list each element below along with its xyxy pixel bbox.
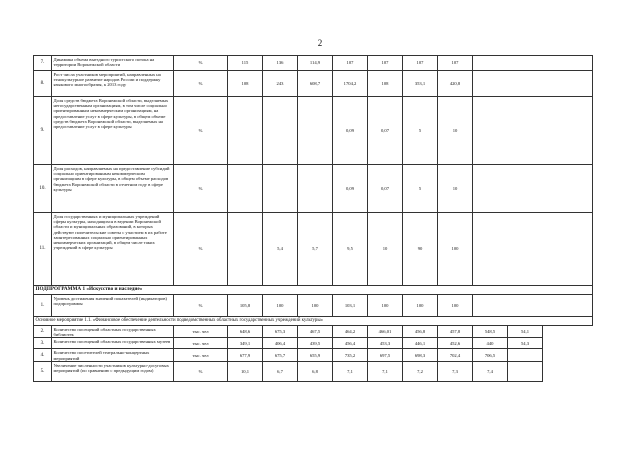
value-cell [473, 295, 593, 317]
unit-cell: % [174, 56, 228, 71]
value-cell: 439,5 [298, 338, 333, 349]
row-number: 10. [34, 165, 52, 213]
row-number: 2. [34, 326, 52, 338]
value-cell: 675,7 [263, 349, 298, 361]
value-cell: 456,8 [403, 326, 438, 338]
value-cell: 452,6 [438, 338, 473, 349]
value-cell [228, 165, 263, 213]
value-cell: 697,5 [368, 349, 403, 361]
value-cell: 7,4 [473, 361, 508, 381]
value-cell: 9,5 [333, 213, 368, 286]
indicator-name: Количество посетителей театрально-концертных мероприятий [52, 349, 174, 361]
value-cell [228, 213, 263, 286]
value-cell: 5 [403, 165, 438, 213]
value-cell: 5,7 [298, 213, 333, 286]
unit-cell: тыс. чел [174, 349, 228, 361]
value-cell: 706,5 [473, 349, 508, 361]
value-cell: 349,1 [228, 338, 263, 349]
value-cell: 7,3 [438, 361, 473, 381]
value-cell: 136 [263, 56, 298, 71]
value-cell: 464,2 [333, 326, 368, 338]
indicator-name: Количество посещений областных государственных музеев [52, 338, 174, 349]
value-cell: 0,07 [368, 165, 403, 213]
value-cell: 10 [438, 165, 473, 213]
table-row [34, 71, 593, 97]
value-cell: 108 [368, 71, 403, 97]
value-cell: 10 [368, 213, 403, 286]
value-cell: 10,1 [228, 361, 263, 381]
row-number: 9. [34, 97, 52, 165]
value-cell: 446,1 [403, 338, 438, 349]
table-row [34, 213, 593, 286]
indicator-name: Увеличение численности участников культурно-досуговых мероприятий (по сравнению с предыдущим годом) [52, 361, 174, 381]
value-cell: 54,1 [508, 326, 543, 338]
table-row [34, 165, 593, 213]
value-cell: 675,3 [263, 326, 298, 338]
indicator-name: Доля расходов, направляемых на предоставление субсидий социально ориентированным некоммерческим организациям в сфере культуры, в общем объеме расходов бюджета Воронежской области в отчетном году в сфере культуры [52, 165, 174, 213]
value-cell [298, 97, 333, 165]
unit-cell: % [174, 165, 228, 213]
page-number: 2 [317, 38, 323, 48]
indicator-name: Доля государственных и муниципальных учреждений сферы культуры, находящихся в ведении Воронежской области и муниципальных образований, в которых действуют попечительские советы с участием в их работе заинтересованных социально ориентированных некоммерческих организаций, в общем числе таких учреждений в сфере культуры [52, 213, 174, 286]
unit-cell: тыс. чел [174, 338, 228, 349]
value-cell: 6,8 [298, 361, 333, 381]
value-cell: 107 [403, 56, 438, 71]
unit-cell: % [174, 213, 228, 286]
indicator-name: Количество посещений областных государственных библиотек [52, 326, 174, 338]
value-cell: 103,1 [333, 295, 368, 317]
row-number: 7. [34, 56, 52, 71]
value-cell [473, 71, 593, 97]
value-cell: 466,01 [368, 326, 403, 338]
value-cell: 456,4 [333, 338, 368, 349]
value-cell [508, 361, 543, 381]
value-cell: 420,8 [438, 71, 473, 97]
value-cell: 107 [438, 56, 473, 71]
unit-cell: % [174, 97, 228, 165]
subprogram-row [34, 286, 593, 295]
value-cell: 107 [333, 56, 368, 71]
value-cell: 406,4 [263, 338, 298, 349]
value-cell [473, 56, 593, 71]
unit-cell: % [174, 361, 228, 381]
value-cell: 105,8 [228, 295, 263, 317]
indicator-name: Уровень достижения значений показателей (индикаторов) подпрограммы [52, 295, 174, 317]
row-number: 3. [34, 338, 52, 349]
value-cell [263, 165, 298, 213]
value-cell: 453,3 [368, 338, 403, 349]
table-row [34, 56, 593, 71]
value-cell: 100 [298, 295, 333, 317]
value-cell [543, 361, 593, 381]
value-cell: 735,2 [333, 349, 368, 361]
value-cell: 677,9 [228, 349, 263, 361]
value-cell: 0,07 [368, 97, 403, 165]
value-cell: 648,6 [228, 326, 263, 338]
value-cell [473, 213, 593, 286]
value-cell: 7,1 [333, 361, 368, 381]
value-cell: 100 [368, 295, 403, 317]
value-cell: 100 [438, 213, 473, 286]
value-cell [263, 97, 298, 165]
row-number: 8. [34, 71, 52, 97]
value-cell [473, 97, 593, 165]
value-cell [543, 338, 593, 349]
row-number: 5. [34, 361, 52, 381]
value-cell: 5 [403, 97, 438, 165]
indicator-name: Доля средств бюджета Воронежской области, выделяемых негосударственным организациям, в том числе социально ориентированным некоммерческим организациям, на предоставление услуг в сфере культуры, в общем объеме средств бюджета Воронежской области, выделяемых на предоставление услуг в сфере культуры [52, 97, 174, 165]
value-cell: 10 [438, 97, 473, 165]
row-number: 11. [34, 213, 52, 286]
indicator-name: Рост числа участников мероприятий, направленных на этнокультурное развитие народов России и поддержку языкового многообразия, к 2013 году [52, 71, 174, 97]
unit-cell: тыс. чел [174, 326, 228, 338]
value-cell: 440 [473, 338, 508, 349]
value-cell: 655,9 [298, 349, 333, 361]
value-cell: 90 [403, 213, 438, 286]
table-row [34, 349, 593, 361]
table-row [34, 338, 593, 349]
value-cell: 7,1 [368, 361, 403, 381]
value-cell: 100 [438, 295, 473, 317]
indicator-name: Динамика объема выездного туристского потока на территории Воронежской области [52, 56, 174, 71]
table-row [34, 295, 593, 317]
row-number: 4. [34, 349, 52, 361]
value-cell: 6,7 [263, 361, 298, 381]
value-cell: 100 [403, 295, 438, 317]
value-cell: 548,5 [473, 326, 508, 338]
value-cell [543, 326, 593, 338]
value-cell [228, 97, 263, 165]
unit-cell: % [174, 295, 228, 317]
main-event-title: Основное мероприятие 1.1. «Финансовое обеспечение деятельности подведомственных областных государственных учреждений культуры» [34, 317, 593, 326]
value-cell: 107 [368, 56, 403, 71]
value-cell: 353,1 [403, 71, 438, 97]
value-cell: 100 [263, 295, 298, 317]
value-cell: 0,09 [333, 165, 368, 213]
value-cell [508, 349, 543, 361]
unit-cell: % [174, 71, 228, 97]
value-cell: 5,4 [263, 213, 298, 286]
table-row [34, 97, 593, 165]
value-cell: 457,8 [438, 326, 473, 338]
value-cell: 243 [263, 71, 298, 97]
table-row [34, 361, 593, 381]
value-cell: 7,2 [403, 361, 438, 381]
value-cell: 698,3 [403, 349, 438, 361]
row-number: 1. [34, 295, 52, 317]
value-cell: 54,3 [508, 338, 543, 349]
value-cell: 608,7 [298, 71, 333, 97]
table-row [34, 326, 593, 338]
value-cell: 0,09 [333, 97, 368, 165]
value-cell: 114,9 [298, 56, 333, 71]
indicators-table [33, 55, 593, 382]
value-cell: 1704,2 [333, 71, 368, 97]
value-cell: 108 [228, 71, 263, 97]
value-cell [298, 165, 333, 213]
value-cell: 467,5 [298, 326, 333, 338]
value-cell: 115 [228, 56, 263, 71]
value-cell [543, 349, 593, 361]
subprogram-title: ПОДПРОГРАММА 1 «Искусство и наследие» [34, 286, 593, 295]
value-cell: 702,4 [438, 349, 473, 361]
value-cell [473, 165, 593, 213]
main-event-row [34, 317, 593, 326]
